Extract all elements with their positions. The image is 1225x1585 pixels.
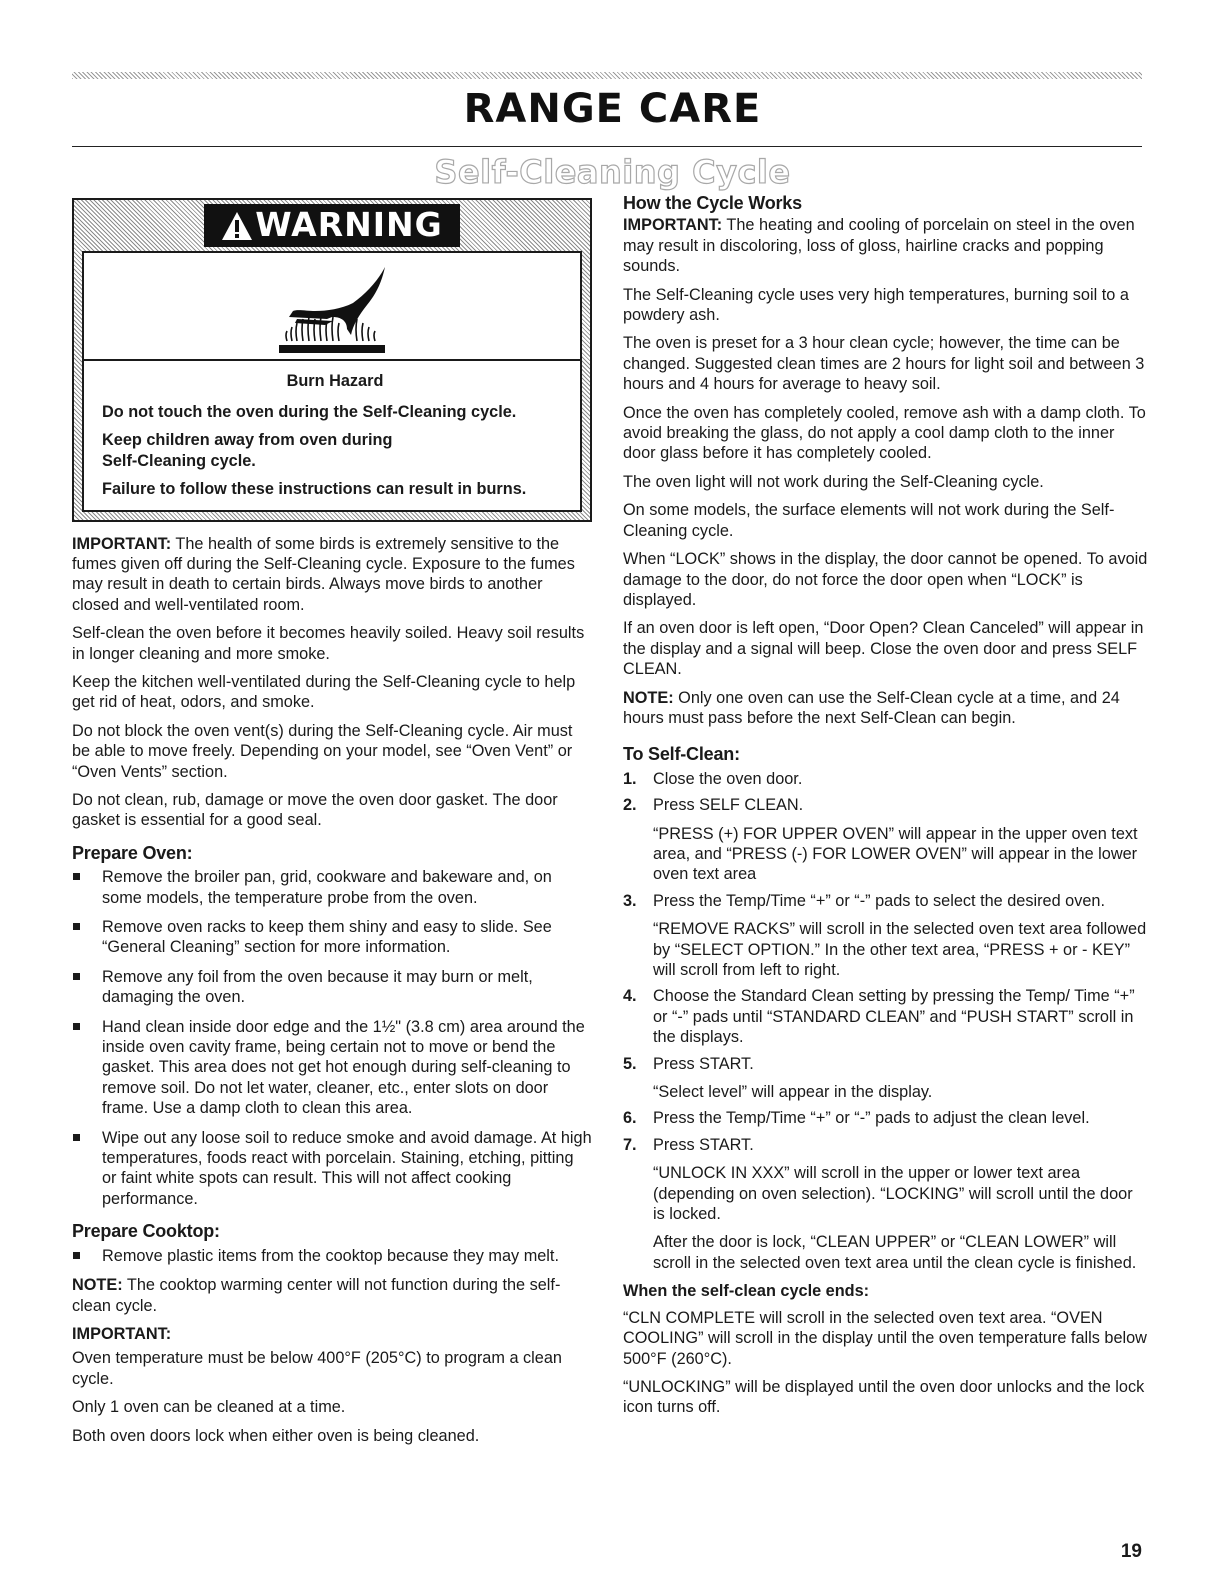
bullet-icon xyxy=(73,973,80,980)
paragraph-ash: Once the oven has completely cooled, remove ash with a damp cloth. To avoid breaking the glass, do not apply a cool damp cloth to the inner door glass before it has completely cooled. xyxy=(623,403,1146,463)
paragraph-gasket: Do not clean, rub, damage or move the oven door gasket. The door gasket is essential for a good seal. xyxy=(72,790,558,830)
warning-line-3: Failure to follow these instructions can result in burns. xyxy=(102,480,527,498)
paragraph-birds: IMPORTANT: The health of some birds is extremely sensitive to the fumes given off during the Self-Cleaning cycle. Exposure to the fumes may result in death to certain birds. Always move birds to another closed and well-ventilated room. xyxy=(72,534,575,614)
warning-text xyxy=(84,361,580,510)
prepare-cooktop-heading: Prepare Cooktop: xyxy=(72,1221,220,1242)
note-one-oven: NOTE: Only one oven can use the Self-Clean cycle at a time, and 24 hours must pass before the next Self-Clean can begin. xyxy=(623,688,1120,727)
paragraph-cln-complete: “CLN COMPLETE will scroll in the selected oven text area. “OVEN COOLING” will scroll in the display until the oven temperature falls below 500°F (260°C). xyxy=(623,1308,1147,1368)
warning-header xyxy=(76,202,588,249)
prepare-cooktop-list xyxy=(72,1246,592,1266)
list-item: Wipe out any loose soil to reduce smoke and avoid damage. At high temperatures, foods react with porcelain. Staining, etching, pitting or faint white spots can result. This will not affect cooking performance. xyxy=(72,1128,592,1210)
step-item: 1. Close the oven door. xyxy=(623,769,803,788)
self-clean-steps xyxy=(623,769,1148,1274)
burn-hazard-label: Burn Hazard xyxy=(286,372,384,390)
step-item: 2. Press SELF CLEAN. “PRESS (+) FOR UPPER OVEN” will appear in the upper oven text area, and “PRESS (-) FOR LOWER OVEN” will appear in the lower oven text area xyxy=(623,796,1138,884)
prepare-oven-list xyxy=(72,867,592,1209)
left-column xyxy=(72,198,592,1454)
bullet-icon xyxy=(73,1134,80,1141)
right-column xyxy=(623,193,1148,1426)
list-item: Hand clean inside door edge and the 1½" (3.8 cm) area around the inside oven cavity frame, being certain not to move or bend the gasket. This area does not get hot enough during self-cleaning to remove soil. Do not let water, cleaner, etc., enter slots on door frame. Use a damp cloth to clean this area. xyxy=(72,1017,592,1119)
warning-box xyxy=(72,198,592,522)
paragraph-oven-light: The oven light will not work during the Self-Cleaning cycle. xyxy=(623,472,1044,491)
list-item: Remove oven racks to keep them shiny and easy to slide. See “General Cleaning” section for more information. xyxy=(72,917,592,958)
paragraph-door-open: If an oven door is left open, “Door Open? Clean Canceled” will appear in the display and a signal will beep. Close the oven door and press SELF CLEAN. xyxy=(623,619,1144,679)
to-self-clean-heading: To Self-Clean: xyxy=(623,744,740,765)
bullet-icon xyxy=(73,873,80,880)
list-item: Remove the broiler pan, grid, cookware and bakeware and, on some models, the temperature probe from the oven. xyxy=(72,867,592,908)
bullet-icon xyxy=(73,923,80,930)
warning-line-1: Do not touch the oven during the Self-Cleaning cycle. xyxy=(102,402,517,421)
note-warming-center: NOTE: The cooktop warming center will not function during the self-clean cycle. xyxy=(72,1276,561,1315)
step-item: 3. Press the Temp/Time “+” or “-” pads to select the desired oven. “REMOVE RACKS” will scroll in the selected oven text area followed by “SELECT OPTION.” In the other text area, “PRESS + or - KEY” will scroll from left to right. xyxy=(623,891,1147,979)
header-pattern-band xyxy=(72,72,1142,79)
paragraph-preset: The oven is preset for a 3 hour clean cycle; however, the time can be changed. Suggested clean times are 2 hours for light soil and between 3 hours and 4 hours for average to heavy soil. xyxy=(623,334,1145,394)
paragraph-surface-elements: On some models, the surface elements will not work during the Self-Cleaning cycle. xyxy=(623,501,1115,540)
paragraph-ventilation: Keep the kitchen well-ventilated during the Self-Cleaning cycle to help get rid of heat, odors, and smoke. xyxy=(72,672,576,712)
prepare-oven-heading: Prepare Oven: xyxy=(72,842,193,863)
page-title: RANGE CARE xyxy=(463,86,762,132)
hot-surface-hand-icon xyxy=(84,253,580,361)
paragraph-soil: Self-clean the oven before it becomes heavily soiled. Heavy soil results in longer cleaning and more smoke. xyxy=(72,624,585,663)
bullet-icon xyxy=(73,1252,80,1259)
important-label: IMPORTANT: xyxy=(72,1324,172,1343)
list-item: Remove any foil from the oven because it may burn or melt, damaging the oven. xyxy=(72,967,592,1008)
warning-line-2: Keep children away from oven during Self-Cleaning cycle. xyxy=(102,431,393,470)
list-item: Remove plastic items from the cooktop because they may melt. xyxy=(72,1246,592,1266)
warning-label: WARNING xyxy=(255,205,443,245)
title-divider xyxy=(72,146,1142,147)
paragraph-vents: Do not block the oven vent(s) during the Self-Cleaning cycle. Air must be able to move freely. Depending on your model, see “Oven Vent” or “Oven Vents” section. xyxy=(72,721,573,781)
step-item: 6. Press the Temp/Time “+” or “-” pads to adjust the clean level. xyxy=(623,1109,1090,1128)
cycle-ends-heading: When the self-clean cycle ends: xyxy=(623,1282,870,1301)
bullet-icon xyxy=(73,1023,80,1030)
paragraph-unlocking: “UNLOCKING” will be displayed until the oven door unlocks and the lock icon turns off. xyxy=(623,1377,1145,1417)
important-doors-lock: Both oven doors lock when either oven is being cleaned. xyxy=(72,1426,480,1445)
paragraph-lock: When “LOCK” shows in the display, the door cannot be opened. To avoid damage to the door, do not force the door open when “LOCK” is displayed. xyxy=(623,550,1148,609)
important-one-oven: Only 1 oven can be cleaned at a time. xyxy=(72,1398,346,1417)
warning-triangle-icon xyxy=(221,211,253,241)
step-item: 7. Press START. “UNLOCK IN XXX” will scroll in the upper or lower text area (depending on oven selection). “LOCKING” will scroll until the door is locked. After the door is lock, “CLEAN UPPER” or “CLEAN LOWER” will scroll in the selected oven text area until the clean cycle is finished. xyxy=(623,1135,1137,1272)
how-cycle-works-heading: How the Cycle Works xyxy=(623,193,802,213)
paragraph-porcelain: IMPORTANT: The heating and cooling of porcelain on steel in the oven may result in discoloring, loss of gloss, hairline cracks and popping sounds. xyxy=(623,216,1135,276)
paragraph-temperatures: The Self-Cleaning cycle uses very high temperatures, burning soil to a powdery ash. xyxy=(623,285,1129,325)
page-number: 19 xyxy=(1120,1541,1142,1562)
warning-body xyxy=(82,251,582,512)
important-temperature: Oven temperature must be below 400°F (205°C) to program a clean cycle. xyxy=(72,1349,562,1388)
step-item: 4. Choose the Standard Clean setting by pressing the Temp/ Time “+” or “-” pads until “STANDARD CLEAN” and “PUSH START” scroll in the displays. xyxy=(623,987,1135,1047)
section-heading: Self-Cleaning Cycle xyxy=(434,153,791,191)
step-item: 5. Press START. “Select level” will appear in the display. xyxy=(623,1054,933,1102)
